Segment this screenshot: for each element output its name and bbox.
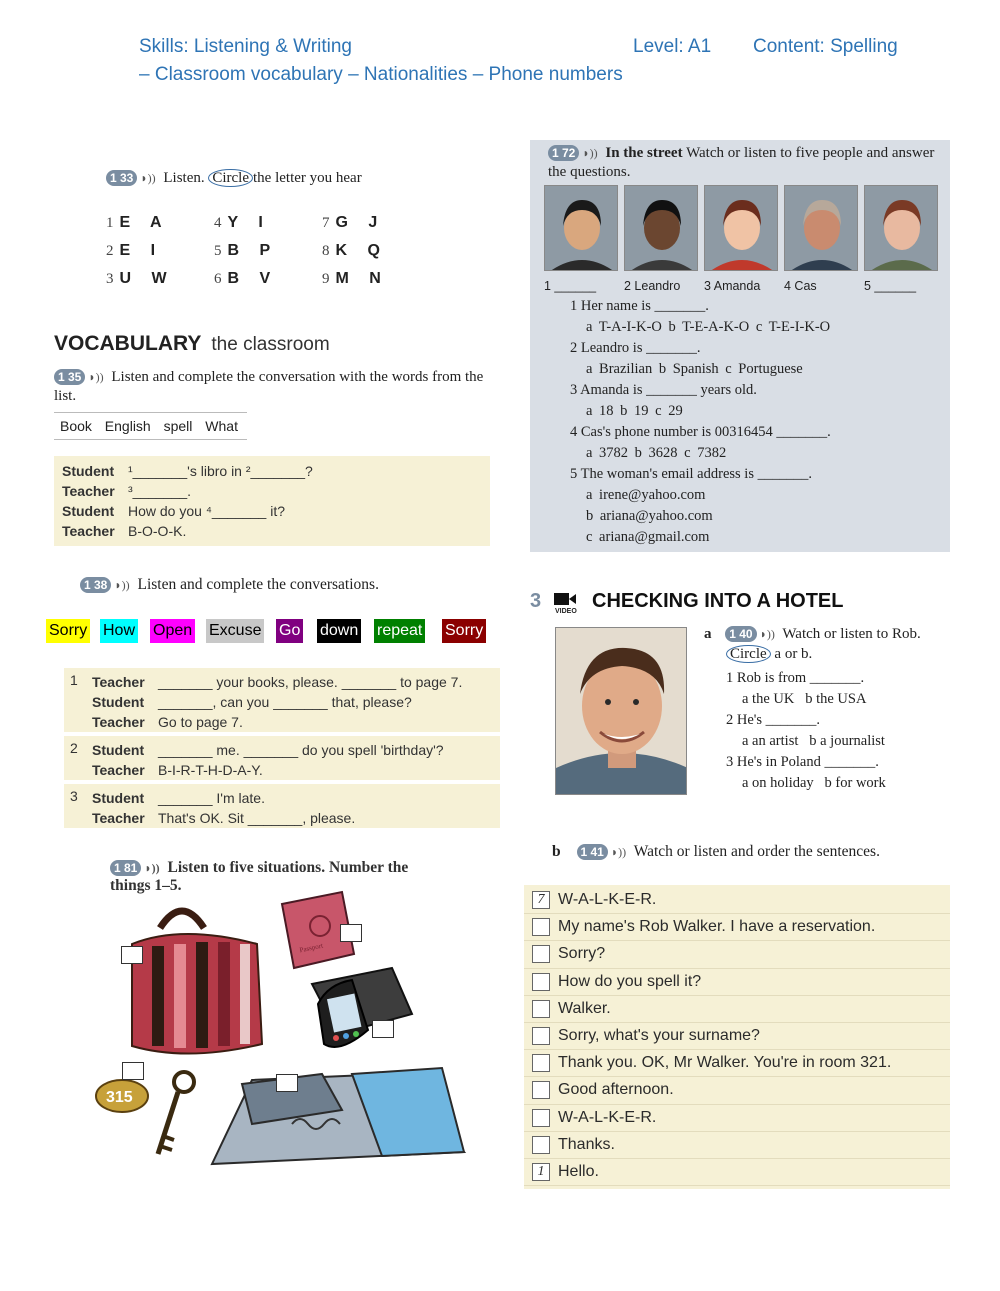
- conversation-line: [92, 740, 494, 760]
- person-photo: [784, 185, 858, 271]
- word-tag[interactable]: Go: [276, 619, 303, 643]
- person-photo: [704, 185, 778, 271]
- number-box-passport[interactable]: [340, 924, 362, 942]
- letter-pair[interactable]: G J: [335, 214, 386, 231]
- speaker: Student: [92, 790, 145, 806]
- hotel-questions: [704, 668, 950, 794]
- speaker: Student: [92, 694, 145, 710]
- video-label: VIDEO: [555, 608, 577, 615]
- item-number: 6: [214, 271, 222, 287]
- letter-pair[interactable]: B P: [227, 242, 279, 259]
- answer-options[interactable]: a on holiday b for work: [742, 775, 886, 791]
- answer-options[interactable]: b ariana@yahoo.com: [586, 508, 713, 524]
- audio-icon: ◗)): [610, 845, 627, 859]
- answer-options[interactable]: a the UK b the USA: [742, 691, 867, 707]
- speaker: Teacher: [62, 483, 115, 499]
- item-number: 1: [106, 215, 114, 231]
- letter-pair[interactable]: Y I: [227, 214, 271, 231]
- audio-icon: ◗)): [144, 861, 160, 875]
- order-number-box[interactable]: [532, 973, 550, 991]
- conversation-block: [64, 784, 500, 828]
- worksheet-header: [139, 36, 939, 96]
- person-photo: [624, 185, 698, 271]
- in-the-street-panel: [530, 140, 950, 552]
- hotel-part-b-instruction: [552, 843, 952, 861]
- sentence-text: My name's Rob Walker. I have a reservation.: [558, 918, 876, 936]
- item-number: 9: [322, 271, 330, 287]
- letter-item: [322, 214, 430, 232]
- track-badge: 1 40: [725, 626, 756, 642]
- hotel-title: CHECKING INTO A HOTEL: [592, 590, 844, 612]
- conversation-block: [64, 668, 500, 732]
- track-badge: 1 81: [110, 860, 141, 876]
- track-badge: 1 33: [106, 170, 137, 186]
- objects-illustration: [92, 884, 492, 1184]
- instruction-text: Listen and complete the conversations.: [137, 576, 379, 593]
- person-card: [544, 185, 618, 293]
- street-title: In the street: [605, 145, 683, 161]
- letter-pair[interactable]: E I: [119, 242, 164, 259]
- sentence-text: Sorry?: [558, 945, 606, 963]
- people-photos: [544, 185, 944, 295]
- sentence-row: [524, 969, 950, 996]
- line-text[interactable]: That's OK. Sit _______, please.: [158, 810, 356, 826]
- answer-options[interactable]: c ariana@gmail.com: [586, 529, 710, 545]
- part-b-instruction: Watch or listen and order the sentences.: [633, 843, 880, 860]
- line-text[interactable]: B-O-O-K.: [128, 523, 187, 539]
- sentence-text: Walker.: [558, 999, 611, 1017]
- instruction-text-2: the letter you hear: [253, 170, 362, 186]
- letter-item: [106, 242, 214, 260]
- number-box-bag[interactable]: [121, 946, 143, 964]
- conversation-line: [92, 672, 494, 692]
- part-a-instruction: Watch or listen to Rob.: [782, 626, 921, 642]
- item-number: 5: [214, 243, 222, 259]
- objects-drawing: [92, 884, 492, 1184]
- passport-text: Passport: [298, 941, 324, 955]
- person-label: 5 ______: [864, 279, 917, 293]
- letter-item: [106, 214, 214, 232]
- instruction-text: Listen.: [163, 170, 205, 186]
- track-badge: 1 41: [577, 844, 608, 860]
- video-camera-icon: [554, 592, 576, 608]
- item-number: 3: [106, 271, 114, 287]
- order-number-box[interactable]: 7: [532, 891, 550, 909]
- track-badge: 1 72: [548, 145, 579, 161]
- street-instruction: Watch or listen to five people and answer the questions.: [548, 145, 935, 180]
- answer-options[interactable]: a an artist b a journalist: [742, 733, 885, 749]
- order-number-box[interactable]: [532, 918, 550, 936]
- conversation-line: [62, 521, 482, 541]
- line-text[interactable]: B-I-R-T-H-D-A-Y.: [158, 762, 263, 778]
- order-number-box[interactable]: [532, 1081, 550, 1099]
- sentence-text: Sorry, what's your surname?: [558, 1027, 760, 1045]
- item-number: 7: [322, 215, 330, 231]
- letter-pair[interactable]: K Q: [335, 242, 388, 259]
- question: 1 Her name is _______.: [570, 298, 709, 314]
- letter-pair[interactable]: B V: [227, 270, 279, 287]
- hotel-part-a: [704, 624, 950, 794]
- person-card: [864, 185, 938, 293]
- sentence-row: [524, 1077, 950, 1104]
- letter-grid: [106, 214, 406, 288]
- word-tag[interactable]: How: [100, 619, 138, 643]
- sentence-row: [524, 1159, 950, 1186]
- line-text[interactable]: Go to page 7.: [158, 714, 243, 730]
- number-box-key[interactable]: [122, 1062, 144, 1080]
- header-skills: Skills: Listening & Writing: [139, 36, 352, 57]
- sentence-text: Thank you. OK, Mr Walker. You're in room 321.: [558, 1054, 892, 1072]
- person-label: 3 Amanda: [704, 279, 761, 293]
- conversation-lines: [70, 672, 494, 732]
- header-topics: – Classroom vocabulary – Nationalities – Phone numbers: [139, 64, 623, 85]
- conversation-block: [64, 736, 500, 780]
- circle-word: Circle: [208, 169, 253, 187]
- speaker: Teacher: [92, 674, 145, 690]
- line-text[interactable]: ³_______.: [128, 483, 192, 499]
- item-number: 2: [106, 243, 114, 259]
- speaker: Teacher: [92, 810, 145, 826]
- letter-item: [322, 270, 430, 288]
- order-number-box[interactable]: [532, 1027, 550, 1045]
- exercise-133: [106, 170, 406, 288]
- letter-pair[interactable]: E A: [119, 214, 170, 231]
- vocabulary-section: [54, 332, 494, 440]
- vocab-subtitle: the classroom: [211, 334, 330, 355]
- word-list: Book English spell What: [54, 412, 247, 440]
- line-text[interactable]: ¹_______'s libro in ²_______?: [128, 463, 313, 479]
- order-number-box[interactable]: 1: [532, 1163, 550, 1181]
- track-badge: 1 38: [80, 577, 111, 593]
- speaker: Student: [62, 503, 115, 519]
- question: 4 Cas's phone number is 00316454 _______.: [570, 424, 831, 440]
- speaker: Teacher: [62, 523, 115, 539]
- person-photo: [544, 185, 618, 271]
- conversation-number: 3: [70, 788, 78, 804]
- order-number-box[interactable]: [532, 1136, 550, 1154]
- sentence-text: Hello.: [558, 1162, 599, 1180]
- audio-icon: ◗)): [140, 171, 156, 185]
- conversation-line: [92, 788, 494, 808]
- word-tag[interactable]: Excuse: [206, 619, 264, 643]
- person-photo: [864, 185, 938, 271]
- letter-pair[interactable]: U W: [119, 270, 175, 287]
- answer-options[interactable]: a 18 b 19 c 29: [586, 403, 683, 419]
- instruction-text: Listen to five situations. Number the things 1–5.: [110, 859, 409, 894]
- question: 2 Leandro is _______.: [570, 340, 701, 356]
- vocab-instruction: Listen and complete the conversation with the words from the list.: [54, 369, 484, 404]
- exercise-138-conversations: [64, 668, 500, 832]
- sentence-row: [524, 914, 950, 941]
- conversation-lines: [70, 788, 494, 828]
- number-box-phone[interactable]: [372, 1020, 394, 1038]
- word-tag[interactable]: Open: [150, 619, 195, 643]
- conversation-number: 2: [70, 740, 78, 756]
- section-number: 3: [530, 590, 542, 612]
- conversation-lines: [70, 740, 494, 780]
- question: 1 Rob is from _______.: [726, 670, 865, 686]
- person-label: 4 Cas: [784, 279, 817, 293]
- bag-drawing: [132, 911, 262, 1054]
- item-number: 8: [322, 243, 330, 259]
- order-number-box[interactable]: [532, 1000, 550, 1018]
- letter-item: [214, 214, 322, 232]
- sentence-row: [524, 941, 950, 968]
- sentence-row: [524, 1105, 950, 1132]
- conversation-line: [92, 808, 494, 828]
- word-tag[interactable]: down: [317, 619, 361, 643]
- audio-icon: ◗)): [759, 627, 775, 641]
- vocab-conversation: [54, 456, 490, 546]
- answer-options[interactable]: a Brazilian b Spanish c Portuguese: [586, 361, 803, 377]
- order-number-box[interactable]: [532, 1054, 550, 1072]
- order-sentences-list: [524, 885, 950, 1189]
- letter-item: [106, 270, 214, 288]
- circle-word: Circle: [726, 645, 771, 663]
- sentence-row: [524, 887, 950, 914]
- header-level: Level: A1: [633, 36, 712, 57]
- speaker: Student: [92, 742, 145, 758]
- conversation-line: [92, 712, 494, 732]
- person-card: [704, 185, 778, 293]
- question: 3 He's in Poland _______.: [726, 754, 879, 770]
- word-tag[interactable]: repeat: [374, 619, 425, 643]
- speaker: Teacher: [92, 762, 145, 778]
- order-number-box[interactable]: [532, 945, 550, 963]
- sentence-row: [524, 1132, 950, 1159]
- sentence-text: Good afternoon.: [558, 1081, 674, 1099]
- letter-item: [322, 242, 430, 260]
- exercise-138-instruction: [80, 576, 500, 594]
- sentence-text: W-A-L-K-E-R.: [558, 1108, 657, 1126]
- answer-options[interactable]: a irene@yahoo.com: [586, 487, 706, 503]
- conversation-line: [92, 692, 494, 712]
- street-questions: [570, 296, 940, 548]
- sentence-row: [524, 1050, 950, 1077]
- item-number: 4: [214, 215, 222, 231]
- speaker: Student: [62, 463, 115, 479]
- number-box-laptop[interactable]: [276, 1074, 298, 1092]
- line-text[interactable]: _______, can you _______ that, please?: [158, 694, 412, 710]
- line-text[interactable]: How do you ⁴_______ it?: [128, 503, 286, 519]
- line-text[interactable]: _______ me. _______ do you spell 'birthday'?: [158, 742, 444, 758]
- answer-options[interactable]: a T-A-I-K-O b T-E-A-K-O c T-E-I-K-O: [586, 319, 831, 335]
- word-tag[interactable]: Sorry: [442, 619, 486, 643]
- vocab-title: VOCABULARY: [54, 332, 202, 355]
- line-text[interactable]: _______ your books, please. _______ to page 7.: [158, 674, 463, 690]
- part-a-instruction-2: a or b.: [774, 646, 813, 662]
- person-card: [624, 185, 698, 293]
- laptop-drawing: [212, 1068, 464, 1164]
- conversation-line: [92, 760, 494, 780]
- line-text[interactable]: _______ I'm late.: [158, 790, 265, 806]
- part-b-label: b: [552, 843, 561, 860]
- letter-item: [214, 270, 322, 288]
- word-tags: [46, 619, 486, 645]
- conversation-number: 1: [70, 672, 78, 688]
- order-number-box[interactable]: [532, 1109, 550, 1127]
- letter-pair[interactable]: M N: [335, 270, 389, 287]
- track-badge: 1 35: [54, 369, 85, 385]
- sentence-row: [524, 1023, 950, 1050]
- person-label: 2 Leandro: [624, 279, 681, 293]
- hotel-heading: [530, 590, 950, 616]
- conversation-line: [62, 461, 482, 481]
- key-tag-text: 315: [106, 1089, 133, 1106]
- phone-drawing: [312, 968, 412, 1047]
- header-content: Content: Spelling: [753, 36, 898, 57]
- conversation-line: [62, 501, 482, 521]
- letter-item: [214, 242, 322, 260]
- question: 2 He's _______.: [726, 712, 821, 728]
- person-card: [784, 185, 858, 293]
- answer-options[interactable]: a 3782 b 3628 c 7382: [586, 445, 727, 461]
- audio-icon: ◗)): [582, 146, 598, 160]
- sentence-row: [524, 996, 950, 1023]
- audio-icon: ◗)): [114, 578, 130, 592]
- question: 3 Amanda is _______ years old.: [570, 382, 757, 398]
- sentence-text: How do you spell it?: [558, 972, 702, 990]
- rob-photo: [555, 627, 687, 795]
- part-a-label: a: [704, 626, 712, 642]
- speaker: Teacher: [92, 714, 145, 730]
- audio-icon: ◗)): [88, 370, 104, 384]
- person-label: 1 ______: [544, 279, 597, 293]
- question: 5 The woman's email address is _______.: [570, 466, 812, 482]
- conversation-line: [62, 481, 482, 501]
- sentence-text: Thanks.: [558, 1135, 615, 1153]
- word-tag[interactable]: Sorry: [46, 619, 90, 643]
- sentence-text: W-A-L-K-E-R.: [558, 891, 657, 909]
- key-drawing: [96, 1072, 194, 1154]
